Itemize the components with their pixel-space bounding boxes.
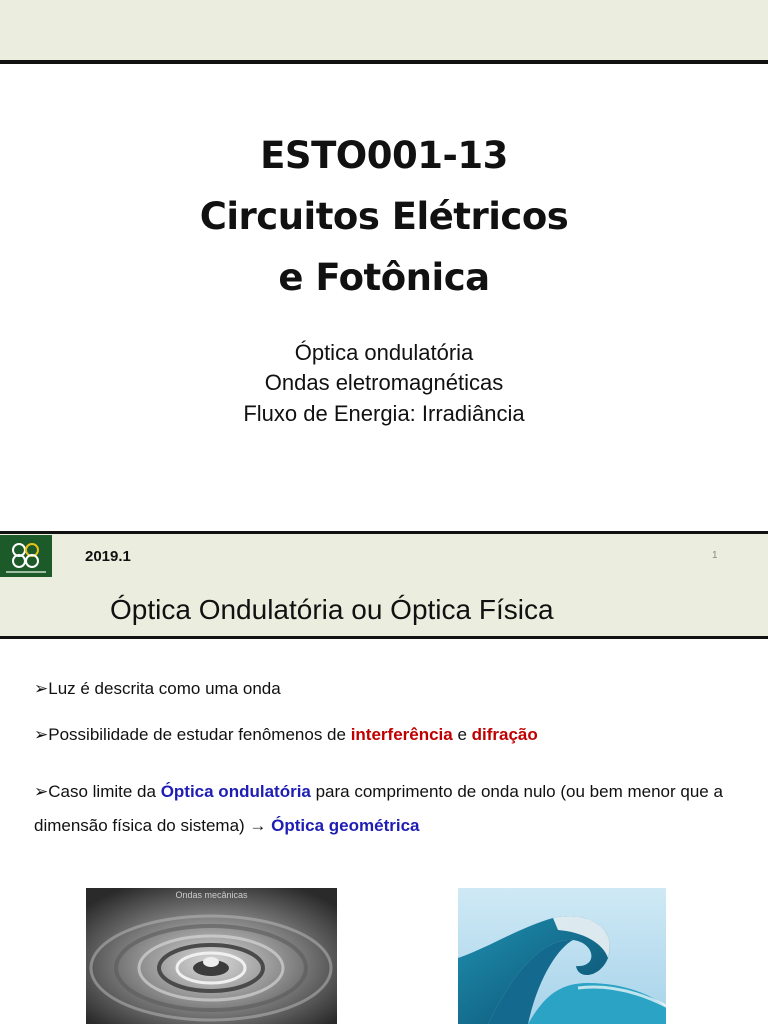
bullet-text: Luz é descrita como uma onda [48, 679, 281, 698]
ocean-wave-image [458, 888, 666, 1024]
bullet-marker-icon: ➢ [34, 679, 49, 698]
water-ripple-image [86, 888, 337, 1024]
course-title-line1: Circuitos Elétricos [199, 195, 569, 238]
bullet-joiner: e [452, 725, 472, 744]
term-wave-optics: Óptica ondulatória [160, 782, 311, 801]
course-title-line2: e Fotônica [278, 256, 490, 299]
slide1-header-band [0, 0, 768, 60]
bullet-text: Caso limite da [48, 782, 161, 801]
bullet-text-middle: para comprimento de onda nulo (ou bem menor que a dimensão física do sistema) [34, 782, 723, 835]
term-diffraction: difração [471, 725, 538, 744]
slide1-header-rule [0, 60, 768, 64]
bullet-limit-case [34, 775, 724, 843]
bullet-marker-icon: ➢ [34, 725, 49, 744]
subtitle-topic3: Fluxo de Energia: Irradiância [243, 401, 525, 426]
subtitle-topic2: Ondas eletromagnéticas [264, 370, 504, 395]
subtitle-topic1: Óptica ondulatória [294, 340, 474, 365]
slide2-header-rule [0, 636, 768, 639]
slide2-title: Óptica Ondulatória ou Óptica Física [110, 594, 554, 625]
bullet-text: Possibilidade de estudar fenômenos de [48, 725, 351, 744]
bullet-light-wave [34, 672, 724, 706]
course-code: ESTO001-13 [260, 134, 508, 177]
term-interference: interferência [350, 725, 453, 744]
slide-number: 1 [712, 550, 718, 561]
term-geometric-optics: Óptica geométrica [271, 816, 420, 835]
university-logo [0, 535, 52, 577]
bullet-phenomena [34, 718, 724, 752]
image-caption: Ondas mecânicas [175, 890, 248, 900]
bullet-marker-icon: ➢ [34, 782, 49, 801]
footer-date: 2019.1 [85, 548, 131, 565]
arrow-right-icon: → [249, 816, 267, 835]
